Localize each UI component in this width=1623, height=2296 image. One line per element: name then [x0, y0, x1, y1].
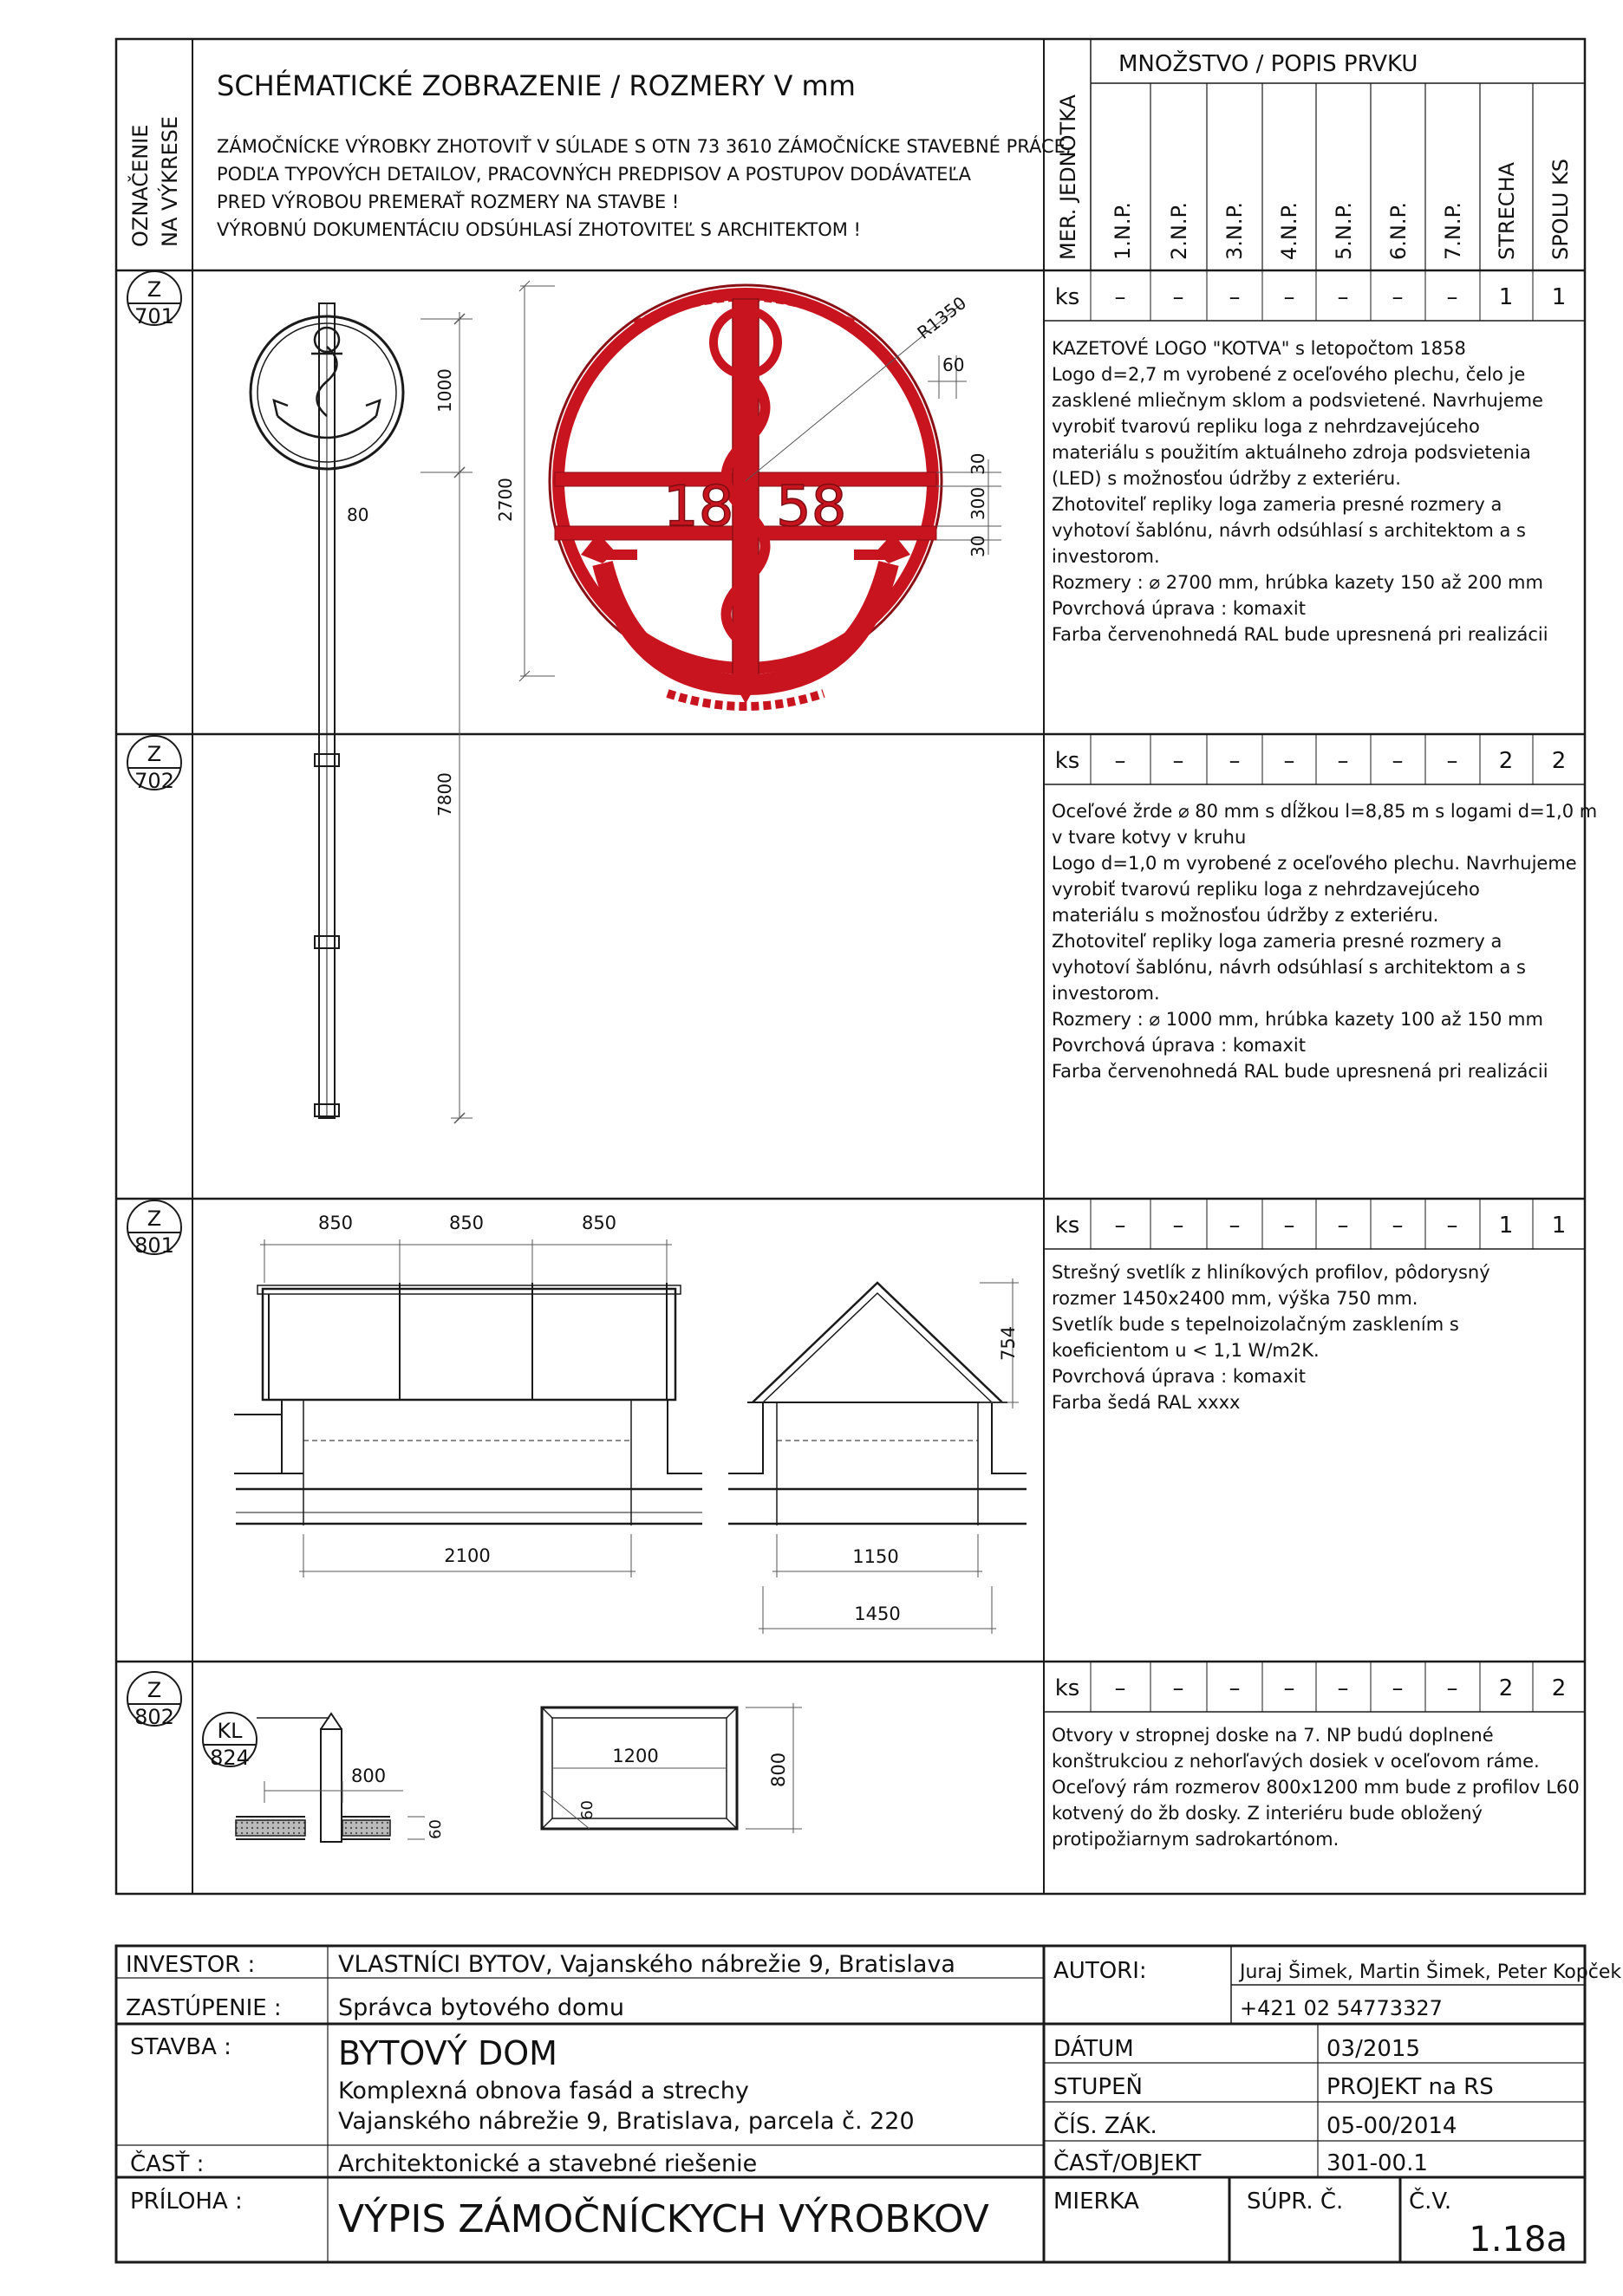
svg-text:ks: ks: [1054, 748, 1080, 774]
svg-text:1: 1: [1498, 284, 1514, 310]
svg-text:801: 801: [134, 1233, 174, 1258]
logo-year-left: 18: [663, 475, 734, 539]
qty-header: MNOŽSTVO / POPIS PRVKU: [1118, 51, 1418, 77]
col-3np: 3.N.P.: [1222, 202, 1247, 260]
svg-text:Farba červenohnedá RAL bude up: Farba červenohnedá RAL bude upresnená pri realizácii: [1052, 1061, 1548, 1082]
cast-value: Architektonické a stavebné riešenie: [338, 2150, 758, 2177]
svg-text:–: –: [1446, 1213, 1458, 1239]
svg-text:–: –: [1114, 748, 1126, 774]
svg-text:Oceľové žrde ⌀ 80 mm s dĺžkou: Oceľové žrde ⌀ 80 mm s dĺžkou l=8,85 m s logami d=1,0 m: [1052, 801, 1598, 822]
col-6np: 6.N.P.: [1386, 202, 1411, 260]
ozn-header-line2: NA VÝKRESE: [158, 115, 182, 247]
svg-text:Povrchová úprava : komaxit: Povrchová úprava : komaxit: [1052, 1035, 1306, 1056]
svg-text:Farba šedá RAL xxxx: Farba šedá RAL xxxx: [1052, 1392, 1241, 1413]
svg-text:Povrchová úprava : komaxit: Povrchová úprava : komaxit: [1052, 598, 1306, 619]
col-7np: 7.N.P.: [1441, 202, 1465, 260]
supr-label: SÚPR. Č.: [1247, 2189, 1344, 2215]
dim-1200: 1200: [612, 1746, 659, 1766]
dim-850-c: 850: [581, 1213, 617, 1233]
svg-text:protipožiarnym sadrokartónom.: protipožiarnym sadrokartónom.: [1052, 1829, 1339, 1850]
dim-7800: 7800: [434, 772, 455, 816]
dim-2700: 2700: [495, 478, 516, 522]
svg-text:824: 824: [210, 1746, 250, 1770]
svg-text:vyhotoví šablónu, návrh odsúhl: vyhotoví šablónu, návrh odsúhlasí s architektom a s: [1052, 520, 1526, 541]
dim-850-a: 850: [317, 1213, 354, 1233]
svg-text:–: –: [1337, 1213, 1349, 1239]
svg-text:ks: ks: [1054, 1213, 1080, 1239]
skylight-front-view: [234, 1239, 702, 1577]
phone-value: +421 02 54773327: [1240, 1996, 1443, 2020]
stupen-label: STUPEŇ: [1053, 2074, 1143, 2100]
dim-1000: 1000: [434, 368, 455, 413]
item-code-z702: [127, 736, 181, 793]
svg-text:kotvený do žb dosky. Z interié: kotvený do žb dosky. Z interiéru bude obložený: [1052, 1803, 1483, 1824]
svg-text:1: 1: [1551, 1213, 1567, 1239]
desc-z701: [1052, 337, 1548, 645]
svg-text:Zhotoviteľ repliky loga zameri: Zhotoviteľ repliky loga zameria presné rozmery a: [1052, 931, 1502, 952]
svg-text:Oceľový rám rozmerov 800x1200: Oceľový rám rozmerov 800x1200 mm bude z profilov L60: [1052, 1777, 1580, 1798]
note-line-3: PRED VÝROBOU PREMERAŤ ROZMERY NA STAVBE !: [217, 192, 680, 212]
qty-row-z702: [1055, 748, 1567, 774]
col-2np: 2.N.P.: [1167, 202, 1191, 260]
ozn-header-line1: OZNAČENIE: [128, 124, 153, 247]
svg-text:–: –: [1114, 1213, 1126, 1239]
svg-text:koeficientom u < 1,1 W/m2K.: koeficientom u < 1,1 W/m2K.: [1052, 1340, 1320, 1361]
stavba-line3: Vajanského nábrežie 9, Bratislava, parcela č. 220: [338, 2108, 915, 2135]
stavba-line2: Komplexná obnova fasád a strechy: [338, 2078, 749, 2104]
svg-text:802: 802: [134, 1705, 174, 1729]
stavba-label: STAVBA :: [130, 2034, 231, 2060]
title-block-text: [126, 1950, 1621, 2260]
dim-60-plan: 60: [578, 1800, 596, 1820]
dim-60-logo: 60: [942, 354, 965, 375]
ciszak-value: 05-00/2014: [1326, 2113, 1457, 2139]
svg-text:–: –: [1172, 284, 1184, 310]
svg-text:v tvare kotvy v kruhu: v tvare kotvy v kruhu: [1052, 827, 1247, 848]
svg-text:–: –: [1283, 1675, 1295, 1701]
cast-label: ČASŤ :: [130, 2151, 205, 2177]
svg-text:Z: Z: [147, 742, 162, 766]
svg-text:–: –: [1392, 1213, 1404, 1239]
datum-value: 03/2015: [1326, 2036, 1421, 2062]
svg-text:Zhotoviteľ repliky loga zameri: Zhotoviteľ repliky loga zameria presné rozmery a: [1052, 494, 1502, 515]
qty-row-z801: [1055, 1213, 1567, 1239]
svg-text:–: –: [1392, 1675, 1404, 1701]
cv-label: Č.V.: [1409, 2189, 1452, 2215]
autori-value: Juraj Šimek, Martin Šimek, Peter Kopček: [1240, 1961, 1622, 1983]
opening-section: [236, 1714, 425, 1842]
dim-754: 754: [998, 1325, 1019, 1361]
unit-header: MER. JEDNOTKA: [1056, 94, 1080, 260]
svg-text:(LED) s možnosťou údržby z ext: (LED) s možnosťou údržby z exteriéru.: [1052, 468, 1401, 489]
investor-label: INVESTOR :: [126, 1952, 256, 1978]
svg-text:–: –: [1172, 748, 1184, 774]
stupen-value: PROJEKT na RS: [1326, 2074, 1494, 2100]
svg-text:–: –: [1229, 284, 1241, 310]
svg-text:–: –: [1114, 1675, 1126, 1701]
svg-text:vyhotoví šablónu, návrh odsúhl: vyhotoví šablónu, návrh odsúhlasí s architektom a s: [1052, 957, 1526, 978]
autori-label: AUTORI:: [1053, 1958, 1147, 1984]
svg-text:rozmer 1450x2400 mm, výška 750: rozmer 1450x2400 mm, výška 750 mm.: [1052, 1288, 1418, 1309]
qty-row-z802: [1055, 1675, 1567, 1701]
dim-800-plan: 800: [768, 1752, 789, 1787]
note-line-4: VÝROBNÚ DOKUMENTÁCIU ODSÚHLASÍ ZHOTOVITEĽ S ARCHITEKTOM !: [217, 219, 861, 240]
svg-text:–: –: [1392, 748, 1404, 774]
svg-text:ks: ks: [1054, 284, 1080, 310]
svg-text:Logo d=2,7 m vyrobené z oceľov: Logo d=2,7 m vyrobené z oceľového plechu, čelo je: [1052, 364, 1526, 385]
datum-label: DÁTUM: [1053, 2036, 1134, 2062]
svg-text:KAZETOVÉ LOGO "KOTVA" s letopo: KAZETOVÉ LOGO "KOTVA" s letopočtom 1858: [1052, 338, 1466, 359]
dim-30-top: 30: [968, 452, 988, 475]
svg-text:Strešný svetlík z hliníkových: Strešný svetlík z hliníkových profilov, pôdorysný: [1052, 1262, 1490, 1283]
svg-text:–: –: [1446, 1675, 1458, 1701]
svg-text:Rozmery : ⌀ 1000 mm, hrúbka ka: Rozmery : ⌀ 1000 mm, hrúbka kazety 100 až 150 mm: [1052, 1009, 1543, 1030]
investor-value: VLASTNÍCI BYTOV, Vajanského nábrežie 9, Bratislava: [338, 1951, 955, 1978]
note-line-2: PODĽA TYPOVÝCH DETAILOV, PRACOVNÝCH PREDPISOV A POSTUPOV DODÁVATEĽA: [217, 164, 972, 185]
svg-text:Logo d=1,0 m vyrobené z oceľov: Logo d=1,0 m vyrobené z oceľového plechu. Navrhujeme: [1052, 853, 1577, 874]
dim-r1350: R1350: [913, 292, 971, 343]
desc-z702: [1052, 800, 1597, 1082]
svg-text:–: –: [1172, 1675, 1184, 1701]
dim-800-section: 800: [351, 1766, 387, 1786]
priloha-label: PRÍLOHA :: [130, 2189, 243, 2215]
item-code-z801: [127, 1200, 181, 1258]
svg-text:Svetlík bude s tepelnoizolačný: Svetlík bude s tepelnoizolačným zasklením s: [1052, 1314, 1459, 1335]
svg-text:Z: Z: [147, 1678, 162, 1702]
svg-text:1: 1: [1498, 1213, 1514, 1239]
dim-30-bottom: 30: [968, 535, 988, 557]
mierka-label: MIERKA: [1053, 2189, 1139, 2215]
dim-850-b: 850: [448, 1213, 485, 1233]
dim-1150: 1150: [852, 1546, 899, 1567]
ciszak-label: ČÍS. ZÁK.: [1053, 2113, 1157, 2139]
svg-text:–: –: [1446, 748, 1458, 774]
qty-row-z701: [1055, 284, 1567, 310]
svg-text:Otvory v stropnej doske na 7.: Otvory v stropnej doske na 7. NP budú doplnené: [1052, 1725, 1494, 1746]
svg-text:vyrobiť tvarovú repliku loga z: vyrobiť tvarovú repliku loga z nehrdzavejúceho: [1052, 879, 1480, 900]
svg-text:Farba červenohnedá RAL bude up: Farba červenohnedá RAL bude upresnená pri realizácii: [1052, 624, 1548, 645]
castobjekt-value: 301-00.1: [1326, 2150, 1428, 2176]
svg-text:1: 1: [1551, 284, 1567, 310]
svg-text:Rozmery : ⌀ 2700 mm, hrúbka ka: Rozmery : ⌀ 2700 mm, hrúbka kazety 150 až 200 mm: [1052, 572, 1543, 593]
note-line-1: ZÁMOČNÍCKE VÝROBKY ZHOTOVIŤ V SÚLADE S OTN 73 3610 ZÁMOČNÍCKE STAVEBNÉ PRÁCE,: [217, 136, 1072, 157]
svg-text:vyrobiť tvarovú repliku loga z: vyrobiť tvarovú repliku loga z nehrdzavejúceho: [1052, 416, 1480, 437]
dim-80: 80: [347, 504, 369, 525]
svg-text:–: –: [1446, 284, 1458, 310]
svg-text:2: 2: [1551, 748, 1567, 774]
svg-text:konštrukciou z nehorľavých dos: konštrukciou z nehorľavých dosiek v oceľovom ráme.: [1052, 1751, 1540, 1772]
stavba-title: BYTOVÝ DOM: [338, 2034, 557, 2072]
priloha-value: VÝPIS ZÁMOČNÍCKYCH VÝROBKOV: [338, 2197, 989, 2241]
svg-text:2: 2: [1551, 1675, 1567, 1701]
kl-824-ref: [203, 1713, 257, 1770]
zastupenie-value: Správca bytového domu: [338, 1994, 624, 2021]
skylight-side-view: [728, 1278, 1027, 1634]
svg-text:–: –: [1283, 748, 1295, 774]
svg-text:investorom.: investorom.: [1052, 983, 1160, 1004]
svg-text:2: 2: [1498, 748, 1514, 774]
sheet-title: SCHÉMATICKÉ ZOBRAZENIE / ROZMERY V mm: [217, 69, 856, 102]
svg-text:–: –: [1114, 284, 1126, 310]
col-5np: 5.N.P.: [1332, 202, 1356, 260]
logo-year-right: 58: [776, 475, 847, 539]
dim-1450: 1450: [854, 1603, 901, 1624]
svg-text:KL: KL: [217, 1719, 243, 1743]
flagpole-drawing: [251, 303, 473, 1123]
col-spolu: SPOLU KS: [1548, 159, 1573, 260]
item-code-z701: [127, 271, 181, 328]
svg-text:–: –: [1337, 284, 1349, 310]
svg-text:–: –: [1283, 1213, 1295, 1239]
svg-text:–: –: [1172, 1213, 1184, 1239]
svg-text:–: –: [1392, 284, 1404, 310]
svg-text:Z: Z: [147, 277, 162, 302]
zastupenie-label: ZASTÚPENIE :: [126, 1995, 282, 2021]
svg-text:–: –: [1337, 748, 1349, 774]
svg-text:–: –: [1229, 1675, 1241, 1701]
dim-60-section: 60: [427, 1819, 445, 1839]
item-code-z802: [127, 1672, 181, 1729]
svg-text:–: –: [1283, 284, 1295, 310]
svg-text:2: 2: [1498, 1675, 1514, 1701]
svg-text:–: –: [1337, 1675, 1349, 1701]
col-1np: 1.N.P.: [1111, 202, 1135, 260]
dim-300: 300: [968, 486, 988, 520]
dim-2100: 2100: [444, 1545, 491, 1566]
svg-text:materiálu s možnosťou údržby: materiálu s možnosťou údržby z exteriéru.: [1052, 905, 1439, 926]
cv-value: 1.18a: [1469, 2220, 1568, 2260]
col-strecha: STRECHA: [1495, 162, 1519, 260]
svg-text:materiálu s použitím aktuálneh: materiálu s použitím aktuálneho zdroja podsvietenia: [1052, 442, 1531, 463]
svg-text:701: 701: [134, 304, 174, 328]
svg-text:–: –: [1229, 1213, 1241, 1239]
svg-text:–: –: [1229, 748, 1241, 774]
svg-text:702: 702: [134, 769, 174, 793]
svg-text:investorom.: investorom.: [1052, 546, 1160, 567]
svg-text:zasklené mliečnym sklom a pods: zasklené mliečnym sklom a podsvietené. Navrhujeme: [1052, 390, 1543, 411]
svg-text:Povrchová úprava : komaxit: Povrchová úprava : komaxit: [1052, 1366, 1306, 1387]
castobjekt-label: ČASŤ/OBJEKT: [1053, 2150, 1202, 2176]
svg-text:Z: Z: [147, 1207, 162, 1231]
col-4np: 4.N.P.: [1277, 202, 1301, 260]
desc-z801: [1052, 1262, 1490, 1413]
desc-z802: [1052, 1725, 1580, 1850]
svg-text:ks: ks: [1054, 1675, 1080, 1701]
